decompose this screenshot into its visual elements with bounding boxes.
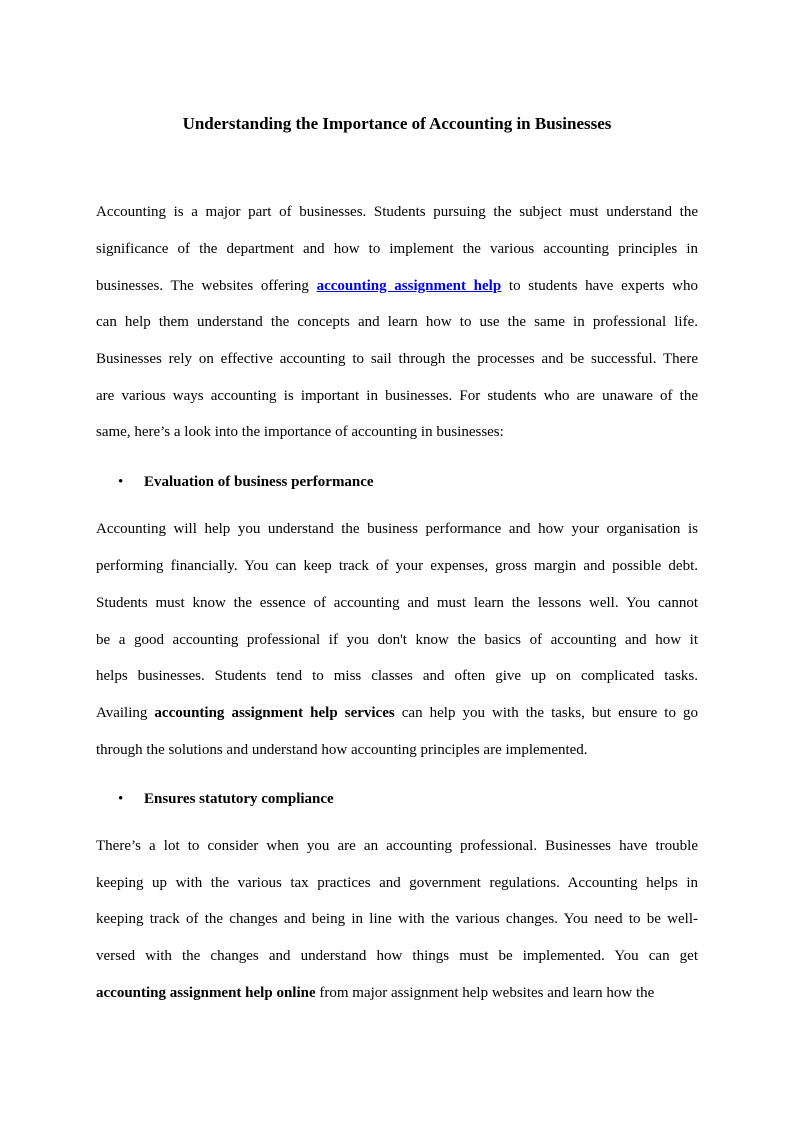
text: keeping up with the various tax practices and government regulations. Accounting helps in (96, 875, 698, 891)
paragraph-line (96, 276, 698, 296)
text: be a good accounting professional if you don't know the basics of accounting and how it (96, 632, 698, 648)
paragraph-line (96, 556, 698, 576)
section-heading: Ensures statutory compliance (144, 791, 334, 807)
text: Students must know the essence of accounting and must learn the lessons well. You cannot (96, 595, 698, 611)
text: helps businesses. Students tend to miss classes and often give up on complicated tasks. (96, 668, 698, 684)
paragraph-line (96, 740, 698, 760)
text: from major assignment help websites and learn how the (315, 985, 655, 1001)
paragraph-line (96, 703, 698, 723)
text: to students have experts who (501, 278, 698, 294)
text: through the solutions and understand how accounting principles are implemented. (96, 742, 588, 758)
text: performing financially. You can keep track of your expenses, gross margin and possible debt. (96, 558, 698, 574)
paragraph-line (96, 909, 698, 929)
bullet-icon: • (118, 791, 124, 807)
paragraph-line (96, 422, 698, 442)
text: Accounting is a major part of businesses. Students pursuing the subject must understand the (96, 204, 698, 220)
document-title: Understanding the Importance of Accounting in Businesses (182, 114, 612, 133)
accounting-assignment-help-link[interactable]: accounting assignment help (316, 278, 502, 294)
paragraph-line (96, 349, 698, 369)
text: are various ways accounting is important in businesses. For students who are unaware of the (96, 388, 698, 404)
paragraph-line (96, 666, 698, 686)
bold-text: accounting assignment help online (96, 985, 316, 1001)
paragraph-line (96, 983, 698, 1003)
text: can help them understand the concepts and learn how to use the same in professional life. (96, 314, 698, 330)
paragraph-line (96, 593, 698, 613)
bullet-icon: • (118, 474, 124, 490)
section-heading: Evaluation of business performance (144, 474, 374, 490)
paragraph-line (96, 519, 698, 539)
text: can help you with the tasks, but ensure to go (394, 705, 698, 721)
text: Availing (96, 705, 155, 721)
paragraph-line (96, 873, 698, 893)
paragraph-line (96, 239, 698, 259)
text: significance of the department and how to implement the various accounting principles in (96, 241, 698, 257)
paragraph-line (96, 946, 698, 966)
text: same, here’s a look into the importance of accounting in businesses: (96, 424, 504, 440)
text: Accounting will help you understand the business performance and how your organisation is (96, 521, 698, 537)
text: keeping track of the changes and being in line with the various changes. You need to be well- (96, 911, 698, 927)
text: There’s a lot to consider when you are an accounting professional. Businesses have trouble (96, 838, 698, 854)
paragraph-line (96, 836, 698, 856)
text: Businesses rely on effective accounting to sail through the processes and be successful. There (96, 351, 698, 367)
paragraph-line (96, 630, 698, 650)
paragraph-line (96, 312, 698, 332)
paragraph-line (96, 202, 698, 222)
bold-text: accounting assignment help services (154, 705, 395, 721)
paragraph-line (96, 386, 698, 406)
text: businesses. The websites offering (96, 278, 317, 294)
text: versed with the changes and understand how things must be implemented. You can get (96, 948, 698, 964)
